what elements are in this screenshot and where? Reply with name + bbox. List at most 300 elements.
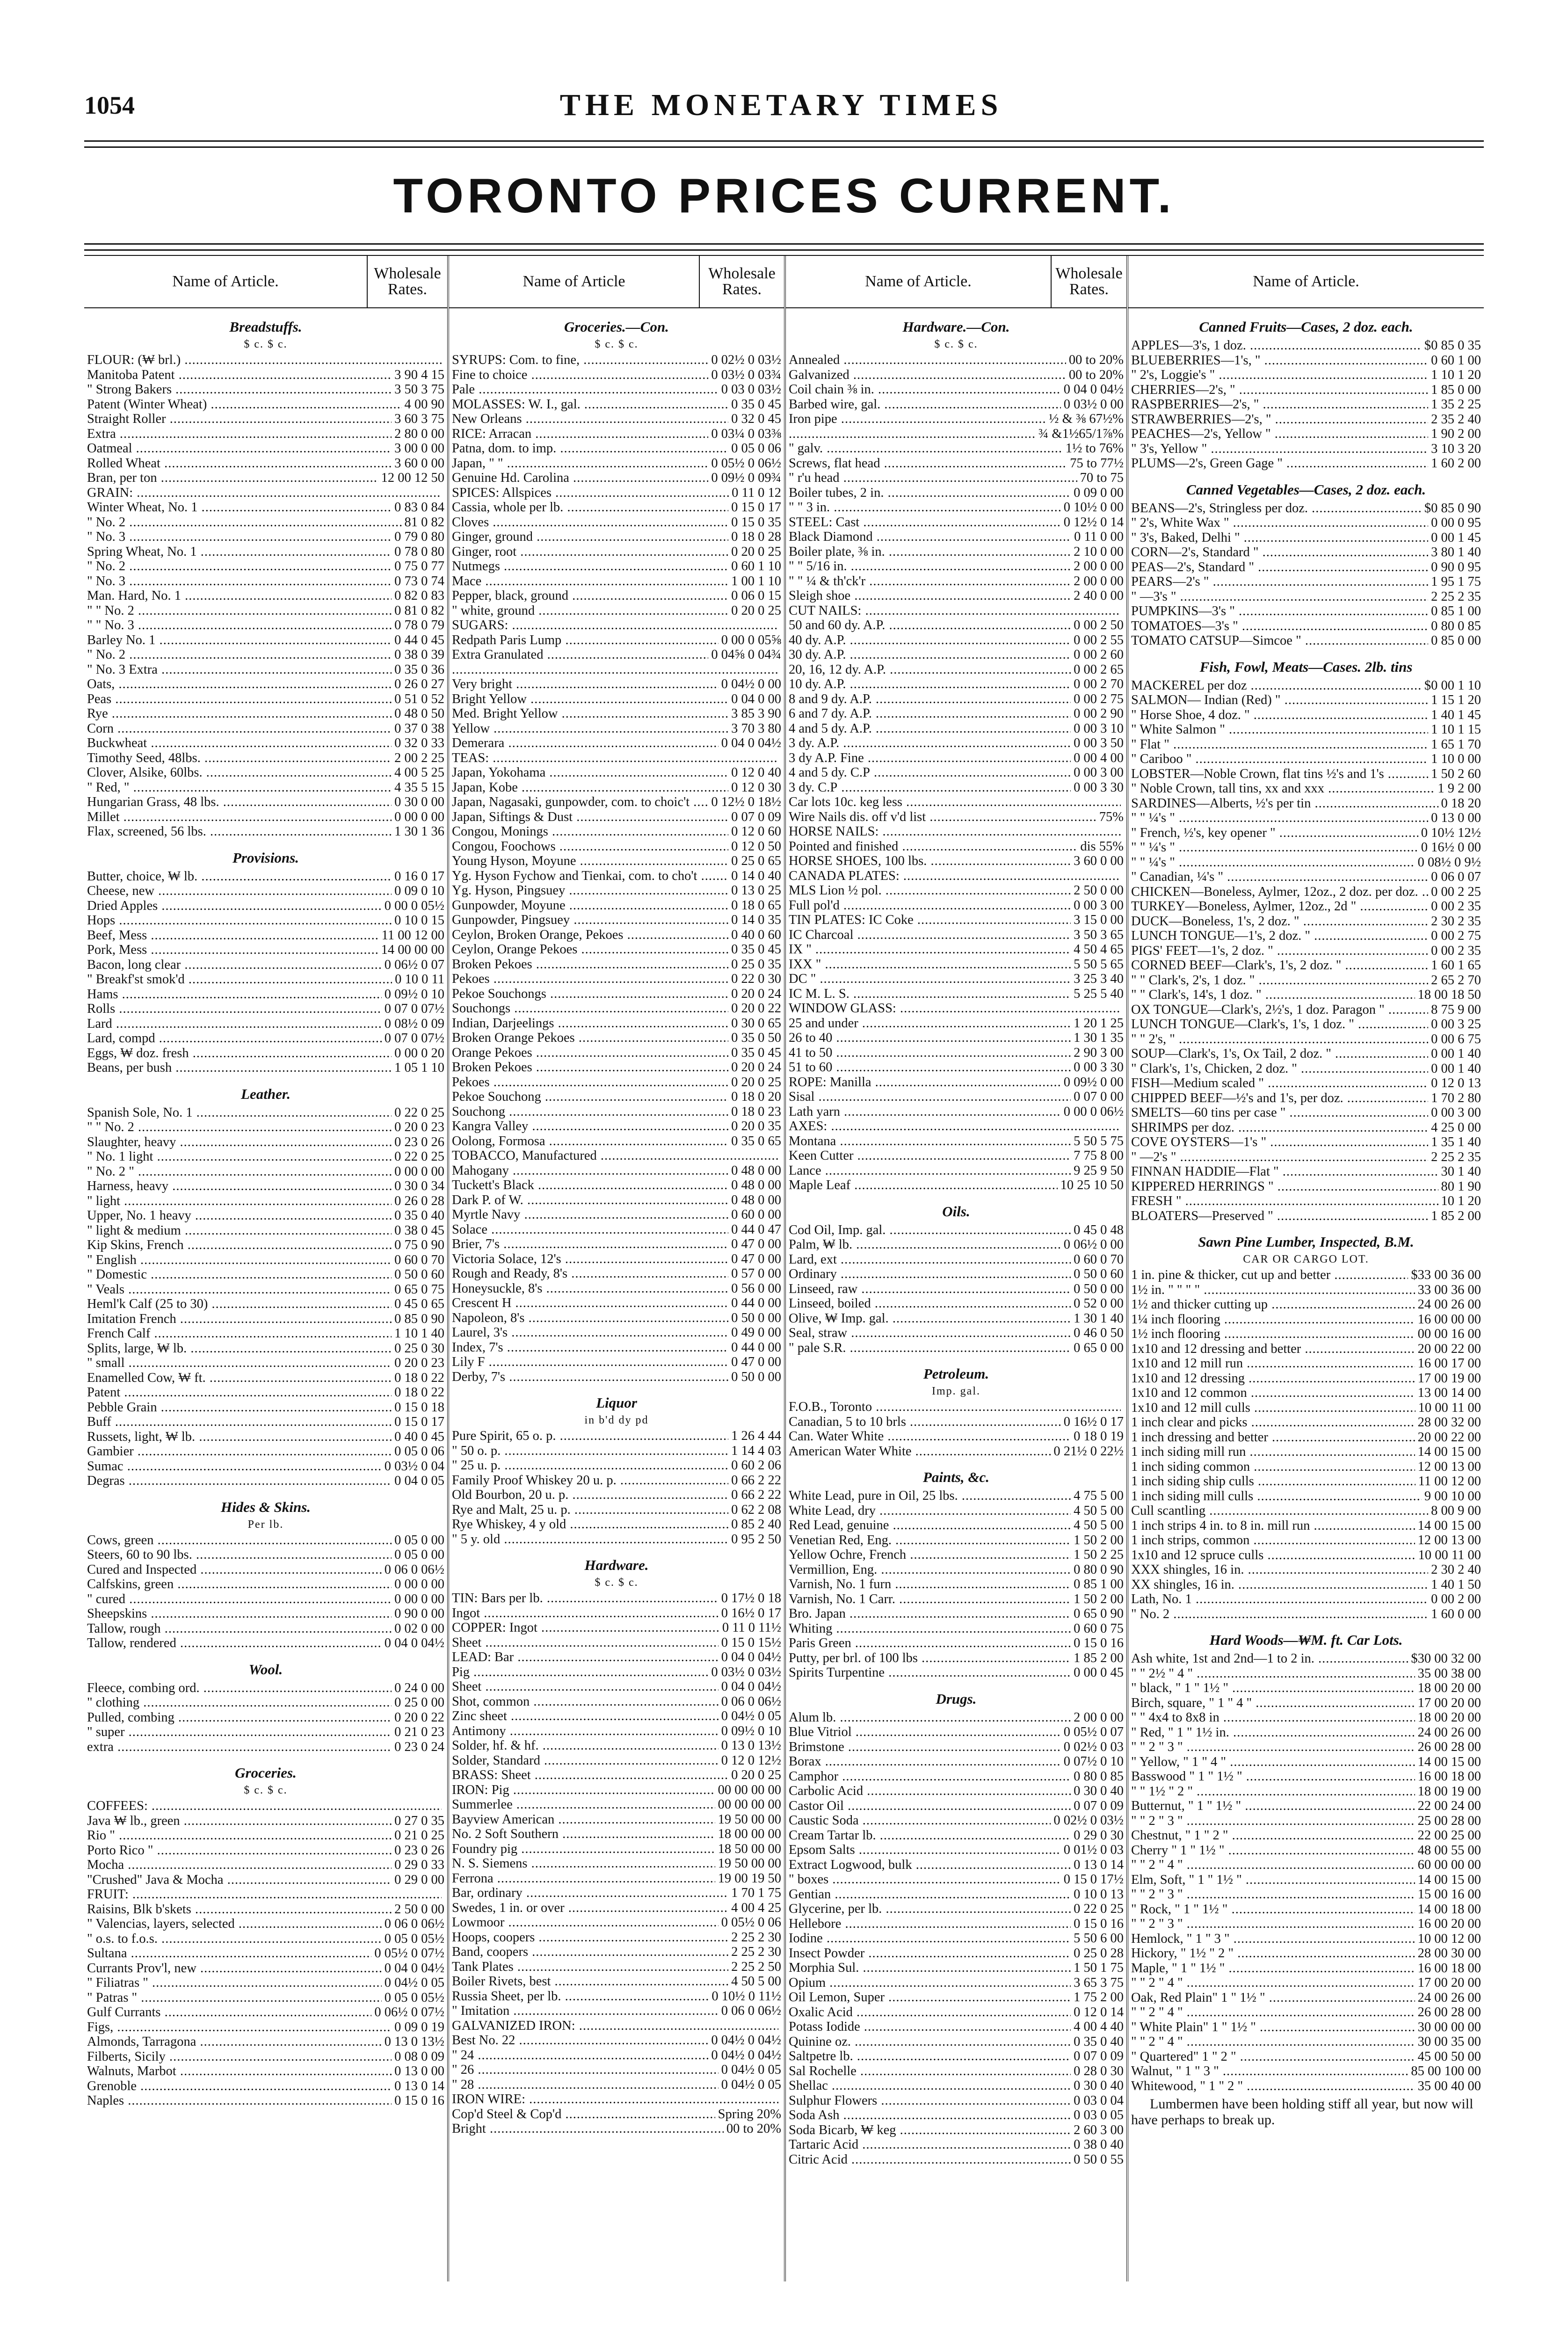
article-rate: 0 05 0 05½	[384, 1990, 444, 2005]
article-rate: 0 18 20	[1441, 796, 1481, 811]
price-row	[1131, 840, 1481, 855]
article-name: Hams .....	[87, 987, 382, 1002]
article-name: Shot, common .....	[452, 1694, 719, 1709]
article-rate: 0 79 0 80	[394, 530, 444, 544]
price-row	[1131, 1858, 1481, 1873]
price-row	[1131, 1799, 1481, 1814]
article-rate: 0 18 0 28	[731, 530, 781, 544]
price-row	[452, 441, 781, 456]
price-row	[789, 1400, 1124, 1415]
price-row	[789, 515, 1124, 530]
price-row	[452, 1960, 781, 1975]
article-name: CANADA PLATES: .....	[789, 869, 1121, 884]
article-name: " Patras " .....	[87, 1990, 382, 2005]
article-name: Mocha .....	[87, 1858, 392, 1873]
article-name: Foundry pig .....	[452, 1842, 715, 1857]
article-name: Fleece, combing ord. .....	[87, 1681, 392, 1696]
price-row	[87, 2020, 444, 2035]
article-name: " boxes .....	[789, 1872, 1061, 1887]
article-name: Pig .....	[452, 1665, 708, 1680]
article-rate: 2 25 2 35	[1431, 1149, 1481, 1164]
article-name: PLUMS—2's, Green Gage " .....	[1131, 456, 1428, 471]
price-row	[87, 928, 444, 943]
price-row	[87, 1976, 444, 1990]
price-row	[87, 751, 444, 766]
article-name	[452, 662, 778, 677]
price-row	[1131, 1814, 1481, 1829]
article-name: Barley No. 1 .....	[87, 633, 392, 648]
article-rate: 35 00 38 00	[1417, 1666, 1481, 1681]
article-name: Caustic Soda .....	[789, 1813, 1051, 1828]
article-rate: 0 38 0 39	[394, 647, 444, 662]
article-rate: 0 04 0 04½	[384, 1636, 444, 1650]
article-name: SMELTS—60 tins per case " .....	[1131, 1105, 1428, 1120]
article-rate: 0 00 2 70	[1074, 677, 1124, 691]
article-rate: 12 00 13 00	[1417, 1533, 1481, 1547]
price-row	[1131, 516, 1481, 530]
price-row	[789, 1533, 1124, 1548]
article-name: Solace .....	[452, 1222, 728, 1237]
article-name: Solder, hf. & hf. .....	[452, 1738, 719, 1753]
price-row	[1131, 633, 1481, 648]
article-name: Calfskins, green .....	[87, 1577, 392, 1592]
section-title: Groceries.—Con.	[564, 319, 669, 335]
price-row	[452, 1325, 781, 1340]
article-rate: 0 00 2 75	[1431, 929, 1481, 943]
price-row	[1131, 338, 1481, 353]
price-row	[789, 1858, 1124, 1873]
price-row	[789, 1725, 1124, 1740]
article-rate: 0 35 0 45	[731, 942, 781, 957]
price-row	[1131, 1150, 1481, 1165]
price-row	[452, 706, 781, 721]
price-row	[87, 368, 444, 383]
price-row	[1131, 1666, 1481, 1681]
price-row	[87, 1814, 444, 1829]
article-name: Gentian .....	[789, 1887, 1071, 1902]
section-unit: $ c. $ c.	[934, 338, 978, 350]
article-rate: 0 35 0 40	[1074, 2034, 1124, 2049]
article-rate	[1121, 824, 1124, 839]
article-rate: 1 50 2 60	[1431, 766, 1481, 781]
article-name: 50 and 60 dy. A.P. .....	[789, 618, 1071, 633]
article-rate: 0 66 2 22	[731, 1488, 781, 1502]
price-row	[87, 1887, 444, 1902]
price-row	[789, 928, 1124, 943]
article-rate: 3 60 3 75	[394, 412, 444, 426]
article-name: Tallow, rendered .....	[87, 1636, 382, 1651]
price-row	[87, 2049, 444, 2064]
article-name: Oil Lemon, Super .....	[789, 1990, 1071, 2005]
column-header	[449, 256, 784, 308]
article-name: " No. 1 light .....	[87, 1149, 392, 1164]
article-rate: 1 20 1 25	[1074, 1016, 1124, 1031]
name-header: Name of Article	[449, 256, 700, 307]
article-rate: 0 00 2 90	[1074, 706, 1124, 721]
price-row	[452, 2107, 781, 2122]
price-row	[87, 1223, 444, 1238]
article-rate: 0 29 0 33	[394, 1858, 444, 1872]
article-name: COPPER: Ingot .....	[452, 1620, 719, 1635]
column-rows	[84, 319, 447, 2108]
price-row	[87, 471, 444, 486]
article-name: Ceylon, Orange Pekoes .....	[452, 942, 728, 957]
price-row	[789, 633, 1124, 648]
article-name: 1 inch siding mill culls .....	[1131, 1489, 1422, 1504]
price-row	[452, 1429, 781, 1444]
price-row	[1131, 1533, 1481, 1548]
article-name: " Flat " .....	[1131, 737, 1428, 752]
article-name: Walnut, " 1 " 3 " .....	[1131, 2064, 1408, 2079]
article-name: Heml'k Calf (25 to 30) .....	[87, 1297, 392, 1312]
article-name: No. 2 Soft Southern .....	[452, 1827, 715, 1842]
article-rate: 0 12 0 40	[731, 765, 781, 780]
article-name: Soda Ash .....	[789, 2108, 1071, 2123]
article-rate: 14 00 18 00	[1417, 1902, 1481, 1917]
article-name: WINDOW GLASS: .....	[789, 1001, 1121, 1016]
price-row	[1131, 1769, 1481, 1784]
article-name: Lath, No. 1 .....	[1131, 1592, 1428, 1607]
article-rate: 0 15 0 16	[1074, 1916, 1124, 1931]
price-row	[1131, 368, 1481, 383]
article-rate: 0 00 2 55	[1074, 632, 1124, 647]
article-rate: 1 40 1 45	[1431, 707, 1481, 722]
article-name: Porto Rico " .....	[87, 1843, 392, 1858]
article-rate: 0 22 0 30	[731, 972, 781, 986]
article-rate: 0 30 0 40	[1074, 2078, 1124, 2093]
article-name: Congou, Monings .....	[452, 824, 728, 839]
article-rate: 0 60 0 70	[394, 1252, 444, 1267]
article-rate: 0 85 1 00	[1431, 604, 1481, 618]
price-row	[789, 780, 1124, 795]
article-name: Mace .....	[452, 574, 728, 589]
article-rate: 5 50 5 75	[1074, 1133, 1124, 1148]
article-name: Straight Roller .....	[87, 412, 392, 427]
price-row	[452, 588, 781, 603]
price-row	[1131, 826, 1481, 841]
price-row	[452, 898, 781, 913]
price-row	[1131, 796, 1481, 811]
article-rate: 0 75 0 77	[394, 559, 444, 574]
article-rate: 0 04 0 04½	[384, 1961, 444, 1976]
article-name: Swedes, 1 in. or over .....	[452, 1901, 728, 1916]
article-name: Kip Skins, French .....	[87, 1238, 392, 1253]
price-row	[1131, 2005, 1481, 2020]
article-rate: 0 12 0 12½	[721, 1753, 781, 1768]
price-row	[87, 1533, 444, 1548]
article-name: Gambier .....	[87, 1444, 392, 1459]
article-rate: 0 03 0 04	[1074, 2093, 1124, 2108]
article-name: " French, ½'s, key opener " .....	[1131, 826, 1418, 841]
article-rate: 3 60 0 00	[1074, 854, 1124, 868]
article-rate: 0 60 1 00	[1431, 353, 1481, 368]
article-name: 4 and 5 dy. C.P .....	[789, 765, 1071, 780]
price-row	[87, 899, 444, 914]
article-name: MLS Lion ½ pol. .....	[789, 883, 1071, 898]
article-name: Yellow Ochre, French .....	[789, 1547, 1071, 1562]
article-rate: 0 83 0 84	[394, 500, 444, 515]
article-name: SPICES: Allspices .....	[452, 486, 729, 501]
article-name: 1 inch siding mill run .....	[1131, 1445, 1415, 1460]
section-title: Hardware.	[584, 1557, 649, 1573]
article-rate: 0 29 0 30	[1074, 1828, 1124, 1843]
article-rate: 0 09½ 0 10	[384, 987, 444, 1002]
article-name: Pekoes .....	[452, 1075, 728, 1090]
price-row	[452, 869, 781, 884]
article-name: Bar, ordinary .....	[452, 1886, 728, 1901]
price-row	[87, 1105, 444, 1120]
price-row	[452, 1650, 781, 1665]
article-name: " light & medium .....	[87, 1223, 392, 1238]
article-rate: 3 90 4 15	[394, 367, 444, 382]
article-name: Honeysuckle, 8's .....	[452, 1281, 728, 1296]
article-rate: 35 00 40 00	[1417, 2078, 1481, 2093]
article-rate: 0 50 0 00	[731, 1310, 781, 1325]
price-row	[87, 588, 444, 603]
article-name: extra .....	[87, 1740, 392, 1755]
price-row	[452, 2077, 781, 2092]
price-row	[87, 1858, 444, 1873]
article-rate: 10 00 11 00	[1418, 1547, 1481, 1562]
article-name: " Horse Shoe, 4 doz. " .....	[1131, 708, 1428, 723]
article-rate: 1 35 2 25	[1431, 397, 1481, 412]
article-rate: 0 44 0 45	[394, 632, 444, 647]
price-row	[452, 780, 781, 795]
article-name: Japan, Nagasaki, gunpowder, com. to choic't .....	[452, 795, 708, 810]
price-row	[789, 751, 1124, 766]
article-rate: 0 20 0 25	[731, 1768, 781, 1782]
price-row	[87, 1341, 444, 1356]
article-rate: 0 18 0 22	[394, 1370, 444, 1385]
price-row	[87, 1326, 444, 1341]
article-name: Butter, choice, ₩ lb. .....	[87, 869, 392, 884]
article-rate: 0 04½ 0 04½	[711, 2033, 781, 2048]
article-rate: 0 30 0 40	[1074, 1784, 1124, 1798]
article-rate: 0 07 0 00	[1074, 1090, 1124, 1104]
article-name: Rolled Wheat .....	[87, 456, 392, 471]
price-row	[789, 1341, 1124, 1356]
article-name: " " No. 3 .....	[87, 618, 392, 633]
price-row	[789, 1178, 1124, 1193]
article-rate: 0 09½ 0 10	[721, 1723, 781, 1738]
article-name: FRESH " .....	[1131, 1194, 1438, 1209]
column-rows	[449, 319, 784, 2136]
article-name: Tank Plates .....	[452, 1960, 728, 1975]
article-rate	[778, 2092, 781, 2107]
article-name: Rough and Ready, 8's .....	[452, 1266, 728, 1281]
article-rate: 0 07 0 09	[1074, 2049, 1124, 2063]
article-name: 26 to 40 .....	[789, 1031, 1071, 1046]
article-name: Red Lead, genuine .....	[789, 1518, 1071, 1533]
article-name: Russia Sheet, per lb. .....	[452, 1989, 709, 2004]
article-name: DC " .....	[789, 972, 1071, 987]
article-name: Camphor .....	[789, 1769, 1071, 1784]
price-row	[87, 1902, 444, 1917]
article-name: Yg. Hyson, Pingsuey .....	[452, 883, 728, 898]
section-unit: in b'd dy pd	[584, 1414, 649, 1426]
article-rate: 12 00 13 00	[1417, 1459, 1481, 1474]
price-row	[1131, 574, 1481, 589]
article-name: IC M. L. S. .....	[789, 987, 1071, 1002]
article-rate: 0 13 0 14	[1074, 1857, 1124, 1872]
price-row	[87, 1946, 444, 1961]
rates-header: Wholesale Rates.	[1055, 265, 1123, 298]
article-rate: 0 20 0 24	[731, 1060, 781, 1075]
article-name: SUGARS: .....	[452, 618, 778, 633]
article-rate: 0 44 0 00	[731, 1340, 781, 1355]
article-name: Man. Hard, No. 1 .....	[87, 588, 392, 603]
header-rule	[84, 140, 1484, 148]
article-rate: 14 00 00 00	[381, 943, 444, 957]
price-row	[1131, 501, 1481, 516]
price-row	[1131, 1460, 1481, 1475]
article-name: 1x10 and 12 spruce culls .....	[1131, 1548, 1416, 1563]
article-rate: 0 22 0 25	[394, 1105, 444, 1120]
article-rate: $0 85 0 35	[1424, 338, 1481, 353]
article-rate: 00 to 20%	[1068, 367, 1124, 382]
price-row	[87, 1164, 444, 1179]
price-row	[1131, 1061, 1481, 1076]
article-rate: 15 00 16 00	[1417, 1887, 1481, 1902]
section-title: Drugs.	[936, 1690, 977, 1707]
article-name: " Red, " .....	[87, 780, 392, 795]
price-row	[452, 1488, 781, 1503]
article-rate: 0 47 0 00	[731, 1355, 781, 1369]
article-name: Paris Green .....	[789, 1636, 1071, 1651]
article-rate: 0 03½ 0 04	[384, 1459, 444, 1474]
article-rate: 0 00 0 00	[394, 809, 444, 824]
article-rate: 0 12 0 50	[731, 839, 781, 854]
price-row	[87, 1253, 444, 1268]
price-row	[789, 692, 1124, 707]
article-name: Quinine oz. .....	[789, 2034, 1071, 2049]
article-name: Best No. 22 .....	[452, 2033, 708, 2048]
article-name: Victoria Solace, 12's .....	[452, 1252, 728, 1267]
article-rate: 75 to 77½	[1070, 456, 1124, 471]
article-rate: 0 48 0 00	[731, 1178, 781, 1192]
article-name: Brimstone .....	[789, 1740, 1061, 1755]
article-rate: 0 65 0 75	[394, 1282, 444, 1297]
article-rate: 0 00 0 95	[1431, 516, 1481, 530]
article-rate: 33 00 36 00	[1417, 1282, 1481, 1297]
price-row	[1131, 1105, 1481, 1120]
article-name: Cull scantling .....	[1131, 1504, 1428, 1518]
article-name: Steers, 60 to 90 lbs. .....	[87, 1547, 392, 1562]
article-name: Laurel, 3's .....	[452, 1325, 728, 1340]
article-name: 6 and 7 dy. A.P. .....	[789, 706, 1071, 721]
article-rate: 0 02½ 0 03½	[711, 353, 781, 367]
price-row	[87, 633, 444, 648]
article-name: Indian, Darjeelings .....	[452, 1016, 728, 1031]
article-name	[789, 427, 1036, 442]
article-name: Lily F .....	[452, 1355, 728, 1370]
article-rate: 5 50 6 00	[1074, 1931, 1124, 1946]
article-name: Millet .....	[87, 810, 392, 825]
price-row	[87, 1547, 444, 1562]
price-row	[452, 1444, 781, 1459]
price-row	[452, 1738, 781, 1753]
price-row	[1131, 1194, 1481, 1209]
price-row	[452, 1532, 781, 1547]
article-name: Upper, No. 1 heavy .....	[87, 1208, 392, 1223]
article-name: Patent (Winter Wheat) .....	[87, 397, 402, 412]
article-rate: 2 25 2 30	[731, 1930, 781, 1945]
article-name: Butternut, " 1 " 1½ " .....	[1131, 1799, 1415, 1814]
article-name: " Canadian, ¼'s " .....	[1131, 870, 1428, 885]
article-rate: 30 1 40	[1441, 1164, 1481, 1179]
article-rate: 0 50 0 00	[1074, 1281, 1124, 1296]
price-row	[789, 2064, 1124, 2079]
article-name: 10 dy. A.P. .....	[789, 677, 1071, 692]
article-rate: 4 25 0 00	[1431, 1120, 1481, 1135]
article-rate: 0 00 1 45	[1431, 530, 1481, 545]
article-name: Saltpetre lb. .....	[789, 2049, 1071, 2064]
article-name: " black, " 1 " 1½ " .....	[1131, 1681, 1415, 1696]
article-name: Raisins, Blk b'skets .....	[87, 1902, 392, 1917]
article-rate: 0 08½ 0 09	[384, 1016, 444, 1031]
article-name: Buff .....	[87, 1415, 392, 1430]
article-name: Sal Rochelle .....	[789, 2064, 1071, 2079]
article-name: Myrtle Navy .....	[452, 1207, 728, 1222]
price-row	[789, 2093, 1124, 2108]
article-rate: 0 13 0 00	[394, 2064, 444, 2078]
article-rate: 81 0 82	[404, 515, 444, 530]
price-row	[87, 353, 444, 368]
price-row	[87, 1444, 444, 1459]
price-row	[87, 677, 444, 692]
rates-header: Wholesale Rates.	[708, 265, 776, 298]
article-name: 3 dy. A.P. .....	[789, 736, 1071, 751]
section-title: Sawn Pine Lumber, Inspected, B.M.	[1198, 1234, 1414, 1250]
article-name: STEEL: Cast .....	[789, 515, 1061, 530]
article-rate: 11 00 12 00	[1418, 1474, 1481, 1489]
article-name: Opium .....	[789, 1976, 1071, 1990]
article-name: Splits, large, ₩ lb. .....	[87, 1341, 392, 1356]
price-row	[452, 633, 781, 648]
article-name: Hellebore .....	[789, 1917, 1071, 1932]
article-rate: 2 90 3 00	[1074, 1045, 1124, 1060]
price-row	[789, 957, 1124, 972]
article-rate: 0 25 0 00	[394, 1695, 444, 1710]
article-name: FRUIT: .....	[87, 1887, 442, 1902]
article-rate: 4 00 90	[404, 397, 444, 412]
article-rate: 1 50 2 25	[1074, 1547, 1124, 1562]
price-row	[87, 1017, 444, 1031]
price-row	[452, 1620, 781, 1635]
price-row	[87, 1430, 444, 1445]
article-name: 30 dy. A.P. .....	[789, 647, 1071, 662]
article-rate: 2 00 0 00	[1074, 559, 1124, 574]
article-rate: 0 13 0 14	[394, 2078, 444, 2093]
price-row	[1131, 678, 1481, 693]
price-row	[1131, 811, 1481, 826]
article-rate: 0 23 0 26	[394, 1134, 444, 1149]
price-row	[789, 839, 1124, 854]
column-header	[1128, 256, 1484, 308]
article-name: 1 inch dressing and better .....	[1131, 1430, 1415, 1445]
price-row	[1131, 767, 1481, 782]
article-rate: 0 09 0 00	[1074, 485, 1124, 500]
article-rate: 3 70 3 80	[731, 721, 781, 736]
article-name: 1x10 and 12 dressing and better .....	[1131, 1342, 1415, 1357]
article-name: Bright .....	[452, 2121, 724, 2136]
article-rate: 1 60 1 65	[1431, 958, 1481, 973]
article-name: TIN: Bars per lb. .....	[452, 1591, 719, 1606]
price-row	[87, 1282, 444, 1297]
article-name: " 5 y. old .....	[452, 1532, 728, 1547]
article-name: Seal, straw .....	[789, 1326, 1071, 1341]
price-row	[789, 1799, 1124, 1814]
